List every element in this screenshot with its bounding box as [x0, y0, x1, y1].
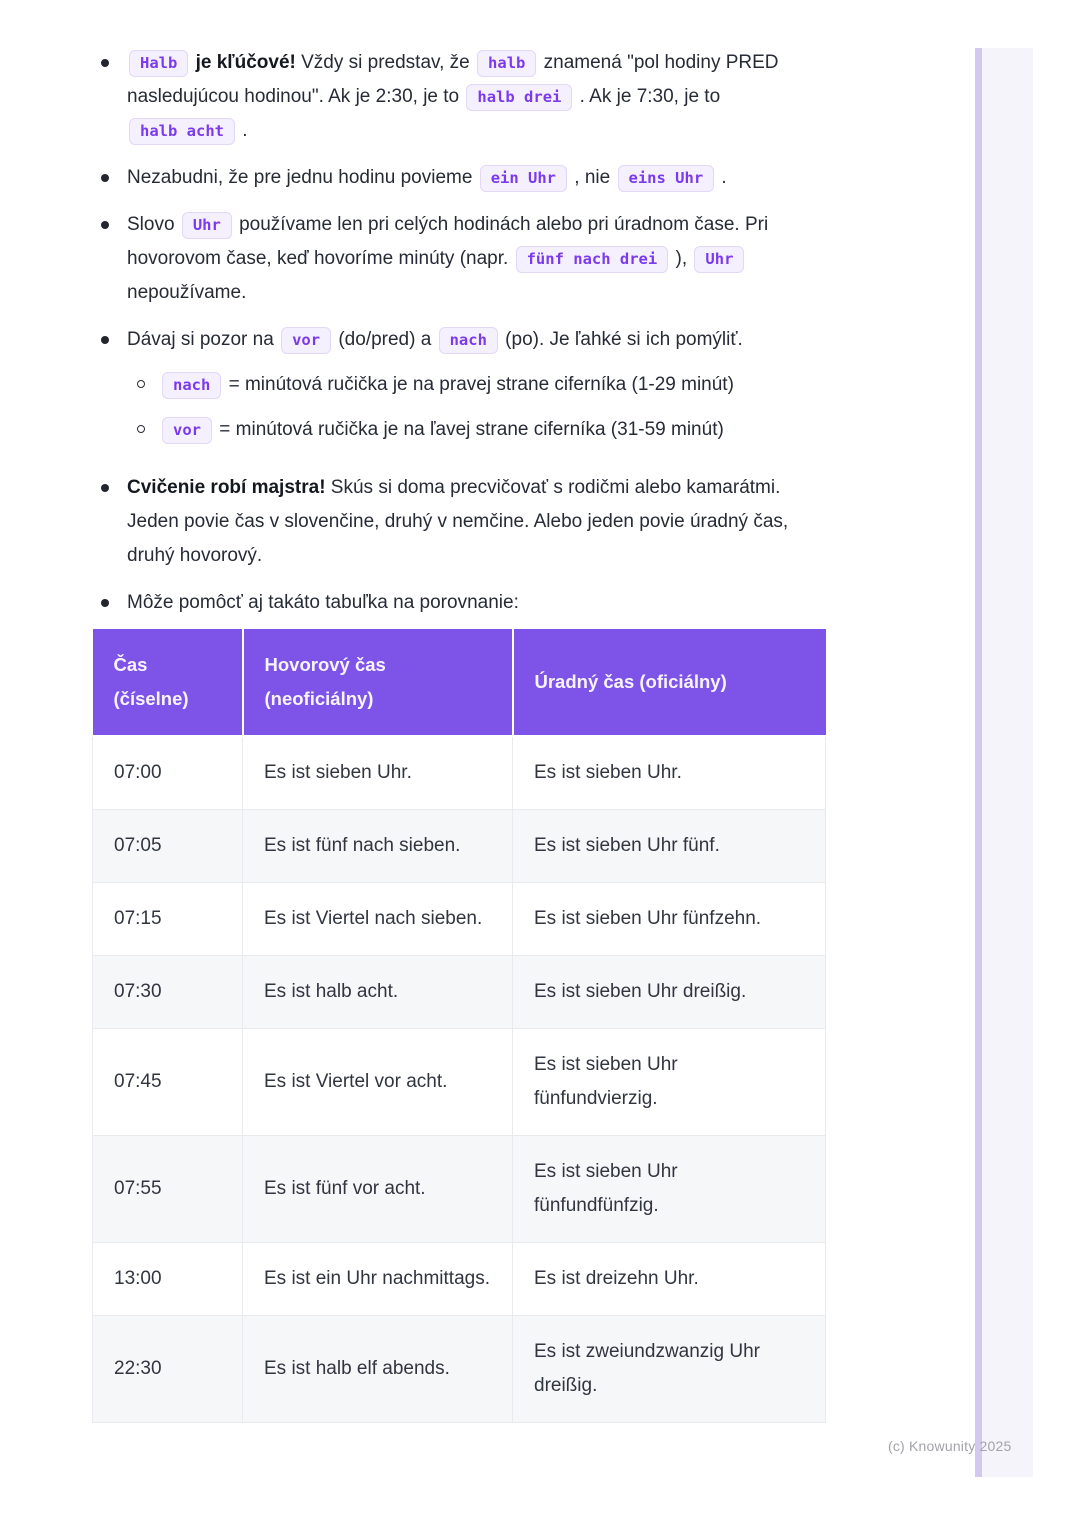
bullet-text — [127, 586, 830, 620]
inline-code-badge: Halb — [129, 50, 188, 77]
list-item — [100, 161, 830, 195]
text-segment: nepoužívame. — [127, 282, 247, 303]
table-row — [93, 956, 826, 1029]
table-cell: 22:30 — [93, 1316, 243, 1423]
table-header-cell: Úradný čas (oficiálny) — [513, 629, 826, 736]
text-segment: ), — [670, 248, 693, 269]
table-row — [93, 810, 826, 883]
inline-code-badge: vor — [162, 417, 212, 444]
table-cell: Es ist fünf vor acht. — [243, 1136, 513, 1243]
table-cell: Es ist sieben Uhr. — [513, 736, 826, 810]
inline-code-badge: fünf nach drei — [516, 246, 669, 273]
list-item — [100, 46, 830, 148]
table-cell: Es ist halb elf abends. — [243, 1316, 513, 1423]
sub-list-item — [137, 368, 830, 402]
copyright-watermark: (c) Knowunity 2025 — [888, 1438, 1012, 1454]
bullet-marker-icon — [101, 484, 109, 492]
table-cell: 07:15 — [93, 883, 243, 956]
inline-code-badge: halb drei — [466, 84, 572, 111]
list-item — [100, 586, 830, 620]
sub-bullet-marker-icon — [137, 380, 145, 388]
text-segment: , nie — [569, 167, 616, 188]
table-cell: Es ist sieben Uhr fünfzehn. — [513, 883, 826, 956]
sub-bullet-text — [160, 413, 830, 447]
table-row — [93, 1029, 826, 1136]
bullet-text — [127, 208, 830, 310]
page-edge-divider — [975, 48, 982, 1477]
text-segment: (do/pred) a — [333, 329, 437, 350]
table-cell: Es ist sieben Uhr fünf. — [513, 810, 826, 883]
table-row — [93, 736, 826, 810]
text-segment: znamená "pol hodiny PRED nasledujúcou hodinou". Ak je 2:30, je to — [127, 52, 779, 107]
inline-code-badge: Uhr — [182, 212, 232, 239]
table-row — [93, 883, 826, 956]
inline-code-badge: Uhr — [694, 246, 744, 273]
table-cell: 07:55 — [93, 1136, 243, 1243]
bullet-marker-icon — [101, 59, 109, 67]
table-header-row — [93, 629, 826, 736]
table-cell: Es ist sieben Uhr dreißig. — [513, 956, 826, 1029]
table-cell: Es ist sieben Uhr fünfundvierzig. — [513, 1029, 826, 1136]
next-page-edge-panel — [982, 48, 1033, 1477]
table-cell: Es ist halb acht. — [243, 956, 513, 1029]
table-row — [93, 1243, 826, 1316]
table-cell: 07:05 — [93, 810, 243, 883]
text-segment: = minútová ručička je na ľavej strane ciferníka (31-59 minút) — [214, 419, 724, 440]
bullet-marker-icon — [101, 336, 109, 344]
table-cell: Es ist fünf nach sieben. — [243, 810, 513, 883]
text-segment: Skús si doma precvičovať s rodičmi alebo kamarátmi. Jeden povie čas v slovenčine, druhý v nemčine. Alebo jeden povie úradný čas, druhý hovorový. — [127, 477, 789, 566]
inline-code-badge: vor — [281, 327, 331, 354]
bullet-marker-icon — [101, 599, 109, 607]
table-cell: Es ist sieben Uhr fünfundfünfzig. — [513, 1136, 826, 1243]
table-row — [93, 1136, 826, 1243]
inline-code-badge: nach — [439, 327, 498, 354]
bullet-text — [127, 323, 830, 458]
text-segment: Nezabudni, že pre jednu hodinu povieme — [127, 167, 478, 188]
bullet-text — [127, 46, 830, 148]
notes-bullet-list — [100, 46, 830, 633]
table-cell: 07:00 — [93, 736, 243, 810]
text-segment: Vždy si predstav, že — [295, 52, 476, 73]
text-segment: . — [237, 120, 248, 141]
list-item — [100, 471, 830, 573]
table-cell: 07:30 — [93, 956, 243, 1029]
sub-bullet-marker-icon — [137, 425, 145, 433]
table-row — [93, 1316, 826, 1423]
bullet-marker-icon — [101, 221, 109, 229]
text-segment: . Ak je 7:30, je to — [574, 86, 721, 107]
inline-code-badge: eins Uhr — [618, 165, 715, 192]
text-segment: . — [716, 167, 727, 188]
table-cell: Es ist Viertel nach sieben. — [243, 883, 513, 956]
text-segment: (po). Je ľahké si ich pomýliť. — [499, 329, 743, 350]
text-segment: používame len pri celých hodinách alebo pri úradnom čase. Pri hovorovom čase, keď hovoríme minúty (napr. — [127, 214, 769, 269]
table-cell: Es ist Viertel vor acht. — [243, 1029, 513, 1136]
bold-text: Cvičenie robí majstra! — [127, 477, 326, 498]
table-header-cell: Hovorový čas (neoficiálny) — [243, 629, 513, 736]
inline-code-badge: halb acht — [129, 118, 235, 145]
sub-list-item — [137, 413, 830, 447]
bullet-text — [127, 471, 830, 573]
bold-text: je kľúčové! — [190, 52, 296, 73]
table-cell: Es ist sieben Uhr. — [243, 736, 513, 810]
bullet-text — [127, 161, 830, 195]
text-segment: Slovo — [127, 214, 180, 235]
table-cell: 13:00 — [93, 1243, 243, 1316]
sub-bullet-text — [160, 368, 830, 402]
inline-code-badge: halb — [477, 50, 536, 77]
table-cell: Es ist zweiundzwanzig Uhr dreißig. — [513, 1316, 826, 1423]
text-segment: Môže pomôcť aj takáto tabuľka na porovnanie: — [127, 592, 519, 613]
inline-code-badge: ein Uhr — [480, 165, 567, 192]
table-cell: Es ist ein Uhr nachmittags. — [243, 1243, 513, 1316]
table-header-cell: Čas (číselne) — [93, 629, 243, 736]
table-cell: 07:45 — [93, 1029, 243, 1136]
list-item — [100, 323, 830, 458]
time-comparison-table — [92, 629, 826, 1423]
list-item — [100, 208, 830, 310]
time-comparison-table-wrap — [92, 629, 825, 1423]
sub-bullet-list — [127, 368, 830, 447]
inline-code-badge: nach — [162, 372, 221, 399]
bullet-marker-icon — [101, 174, 109, 182]
text-segment: Dávaj si pozor na — [127, 329, 280, 350]
table-cell: Es ist dreizehn Uhr. — [513, 1243, 826, 1316]
text-segment: = minútová ručička je na pravej strane ciferníka (1-29 minút) — [223, 374, 734, 395]
